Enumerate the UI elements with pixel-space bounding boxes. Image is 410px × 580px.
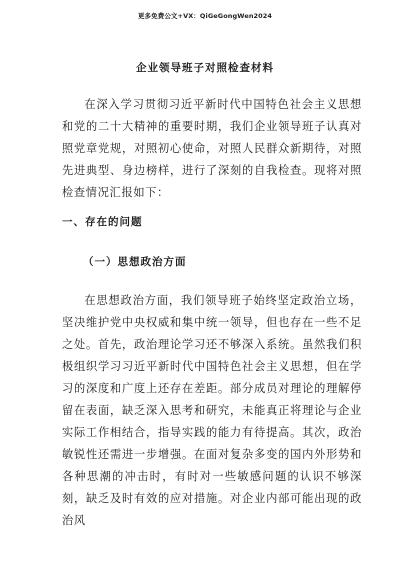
- intro-paragraph: 在深入学习贯彻习近平新时代中国特色社会主义思想和党的二十大精神的重要时期，我们企业领导班子认真对照党章党规，对照初心使命，对照人民群众新期待，对照先进典型、身边榜样，进行了深刻的自我检查。现将对照检查情况汇报如下：: [62, 98, 362, 199]
- section-heading: 一、存在的问题: [62, 216, 143, 228]
- document-title: 企业领导班子对照检查材料: [136, 62, 274, 74]
- body-paragraph: 在思想政治方面，我们领导班子始终坚定政治立场，坚决维护党中央权威和集中统一领导，但也存在一些不足之处。首先，政治理论学习还不够深入系统。虽然我们积极组织学习习近平新时代中国特色社会主义思想，但在学习的深度和广度上还存在差距。部分成员对理论的理解停留在表面，缺乏深入思考和研究，未能真正将理论与企业实际工作相结合，指导实践的能力有待提高。其次，政治敏锐性还需进一步增强。在面对复杂多变的国内外形势和各种思潮的冲击时，有时对一些敏感问题的认识不够深刻，缺乏及时有效的应对措施。对企业内部可能出现的政治风: [62, 294, 362, 527]
- subsection-heading: （一）思想政治方面: [83, 256, 187, 268]
- header-note: 更多免费公文+VX：QiGeGongWen2024: [137, 12, 273, 20]
